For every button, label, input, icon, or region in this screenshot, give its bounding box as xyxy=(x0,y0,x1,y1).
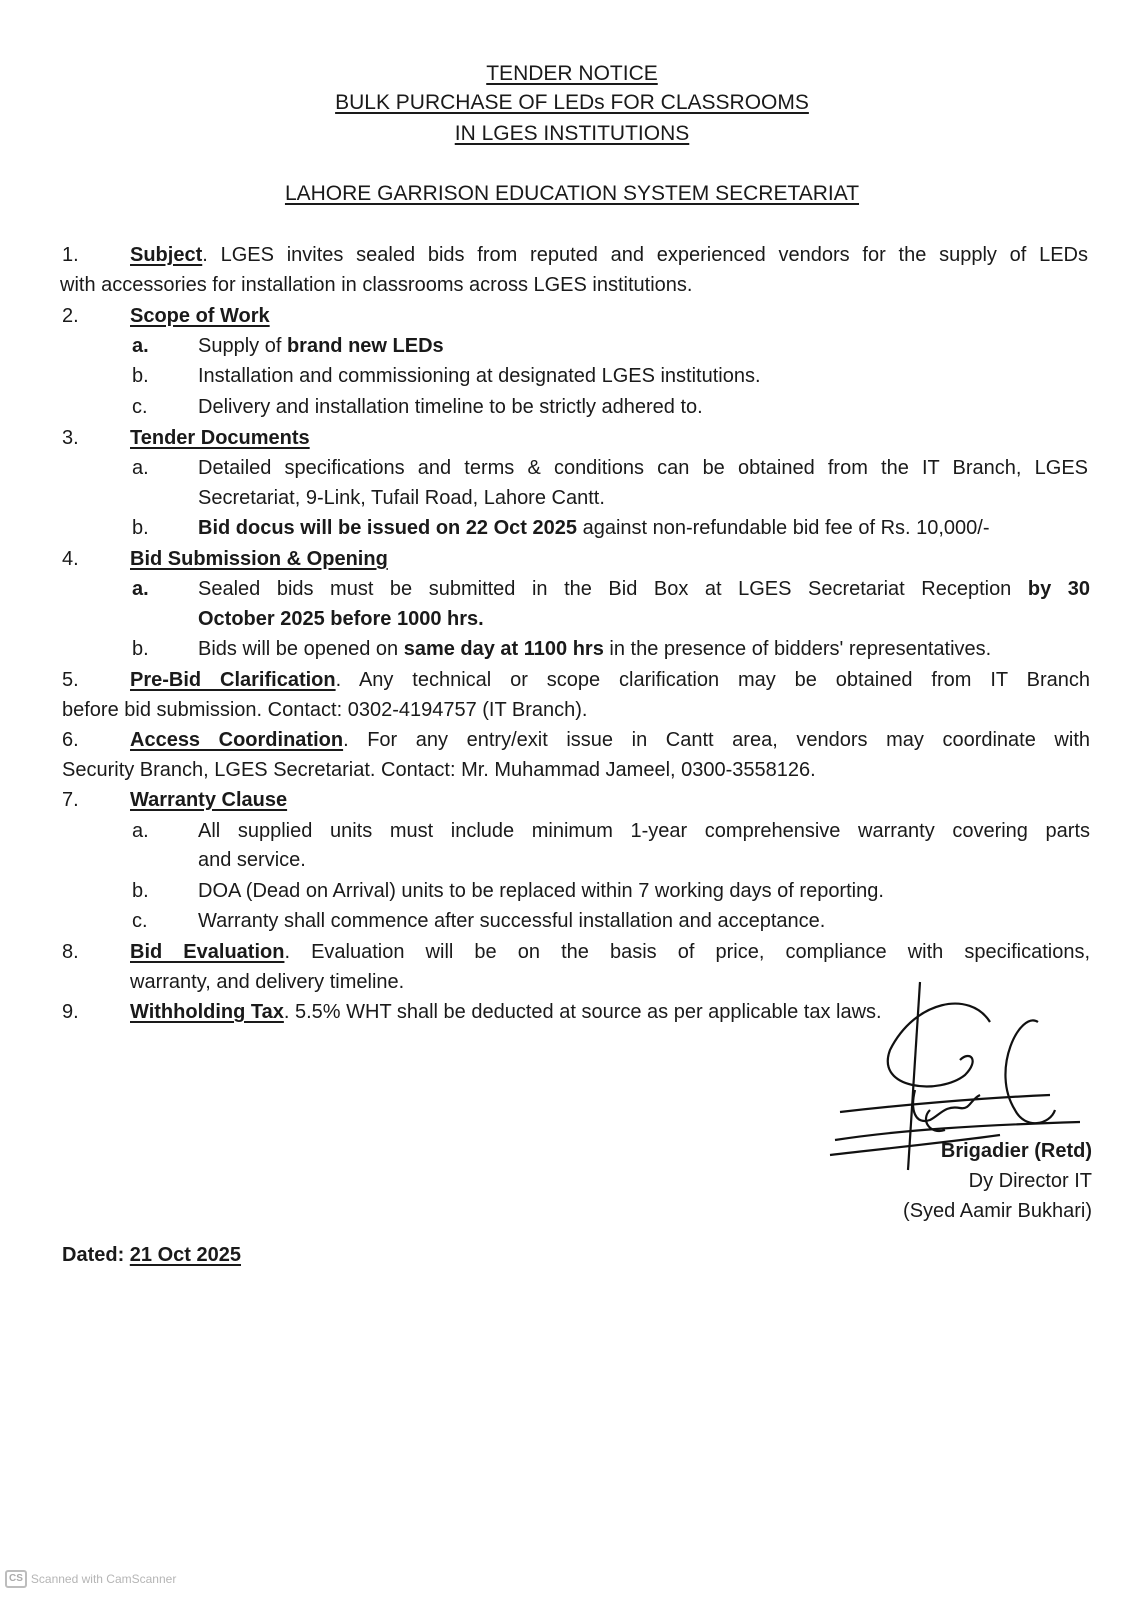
section-5-number: 5. xyxy=(62,669,79,691)
section-7c-text: Warranty shall commence after successful installation and acceptance. xyxy=(198,910,826,932)
section-2a-label: a. xyxy=(132,335,149,357)
section-6-line-2: Security Branch, LGES Secretariat. Contact: Mr. Muhammad Jameel, 0300-3558126. xyxy=(62,759,816,781)
section-9-line: Withholding Tax. 5.5% WHT shall be deducted at source as per applicable tax laws. xyxy=(130,1001,882,1023)
section-3a-label: a. xyxy=(132,457,149,479)
section-7a-line-1: All supplied units must include minimum 1-year comprehensive warranty covering parts xyxy=(198,820,1090,842)
section-8-line-2: warranty, and delivery timeline. xyxy=(130,971,405,993)
section-4-heading: Bid Submission & Opening xyxy=(130,548,388,570)
signatory-title: Dy Director IT xyxy=(968,1170,1092,1192)
section-7c-label: c. xyxy=(132,910,148,932)
section-4b-text: Bids will be opened on same day at 1100 hrs in the presence of bidders' representatives. xyxy=(198,638,992,660)
section-1-line-1: Subject. LGES invites sealed bids from reputed and experienced vendors for the supply of LEDs xyxy=(130,244,1088,266)
section-3b-text: Bid docus will be issued on 22 Oct 2025 against non-refundable bid fee of Rs. 10,000/- xyxy=(198,517,990,539)
section-8-line-1: Bid Evaluation. Evaluation will be on the basis of price, compliance with specifications, xyxy=(130,941,1091,963)
title-line-1: TENDER NOTICE xyxy=(486,62,658,85)
section-5-line-1: Pre-Bid Clarification. Any technical or scope clarification may be obtained from IT Branch xyxy=(130,669,1090,691)
section-2a-text: Supply of brand new LEDs xyxy=(198,335,444,357)
title-line-3: IN LGES INSTITUTIONS xyxy=(454,122,690,145)
section-3-heading: Tender Documents xyxy=(130,427,310,449)
section-2c-label: c. xyxy=(132,396,148,418)
section-2c-text: Delivery and installation timeline to be strictly adhered to. xyxy=(198,396,703,418)
section-3-number: 3. xyxy=(62,427,79,449)
section-2-number: 2. xyxy=(62,305,79,327)
dated-line: Dated: 21 Oct 2025 xyxy=(62,1244,241,1266)
title-line-2: BULK PURCHASE OF LEDs FOR CLASSROOMS xyxy=(335,91,809,114)
section-2b-label: b. xyxy=(132,365,149,387)
section-6-number: 6. xyxy=(62,729,79,751)
section-4a-label: a. xyxy=(132,578,149,600)
section-3b-label: b. xyxy=(132,517,149,539)
section-7-number: 7. xyxy=(62,789,79,811)
section-7b-text: DOA (Dead on Arrival) units to be replaced within 7 working days of reporting. xyxy=(198,880,884,902)
section-9-number: 9. xyxy=(62,1001,79,1023)
organization-title: LAHORE GARRISON EDUCATION SYSTEM SECRETARIAT xyxy=(284,182,860,205)
section-4a-line-2: October 2025 before 1000 hrs. xyxy=(198,608,484,630)
camscanner-logo-icon: CS xyxy=(5,1570,27,1588)
section-1-line-2: with accessories for installation in classrooms across LGES institutions. xyxy=(60,274,693,296)
section-7b-label: b. xyxy=(132,880,149,902)
dated-value: 21 Oct 2025 xyxy=(129,1244,241,1266)
section-2-heading: Scope of Work xyxy=(130,305,270,327)
section-3a-line-2: Secretariat, 9-Link, Tufail Road, Lahore Cantt. xyxy=(198,487,605,509)
section-4-number: 4. xyxy=(62,548,79,570)
camscanner-text: Scanned with CamScanner xyxy=(30,1572,177,1586)
section-3a-line-1: Detailed specifications and terms & conditions can be obtained from the IT Branch, LGES xyxy=(198,457,1088,479)
section-7a-label: a. xyxy=(132,820,149,842)
section-1-heading: Subject xyxy=(130,244,203,266)
section-4b-label: b. xyxy=(132,638,149,660)
signatory-name: (Syed Aamir Bukhari) xyxy=(903,1200,1092,1222)
signatory-rank: Brigadier (Retd) xyxy=(940,1140,1092,1162)
section-7-heading: Warranty Clause xyxy=(130,789,288,811)
section-2b-text: Installation and commissioning at designated LGES institutions. xyxy=(198,365,761,387)
section-4a-line-1: Sealed bids must be submitted in the Bid Box at LGES Secretariat Reception by 30 xyxy=(198,578,1090,600)
section-7a-line-2: and service. xyxy=(198,849,306,871)
section-6-line-1: Access Coordination. For any entry/exit issue in Cantt area, vendors may coordinate with xyxy=(130,729,1090,751)
camscanner-watermark xyxy=(5,1570,176,1588)
section-8-number: 8. xyxy=(62,941,79,963)
section-5-line-2: before bid submission. Contact: 0302-4194757 (IT Branch). xyxy=(62,699,588,721)
section-1-number: 1. xyxy=(62,244,79,266)
